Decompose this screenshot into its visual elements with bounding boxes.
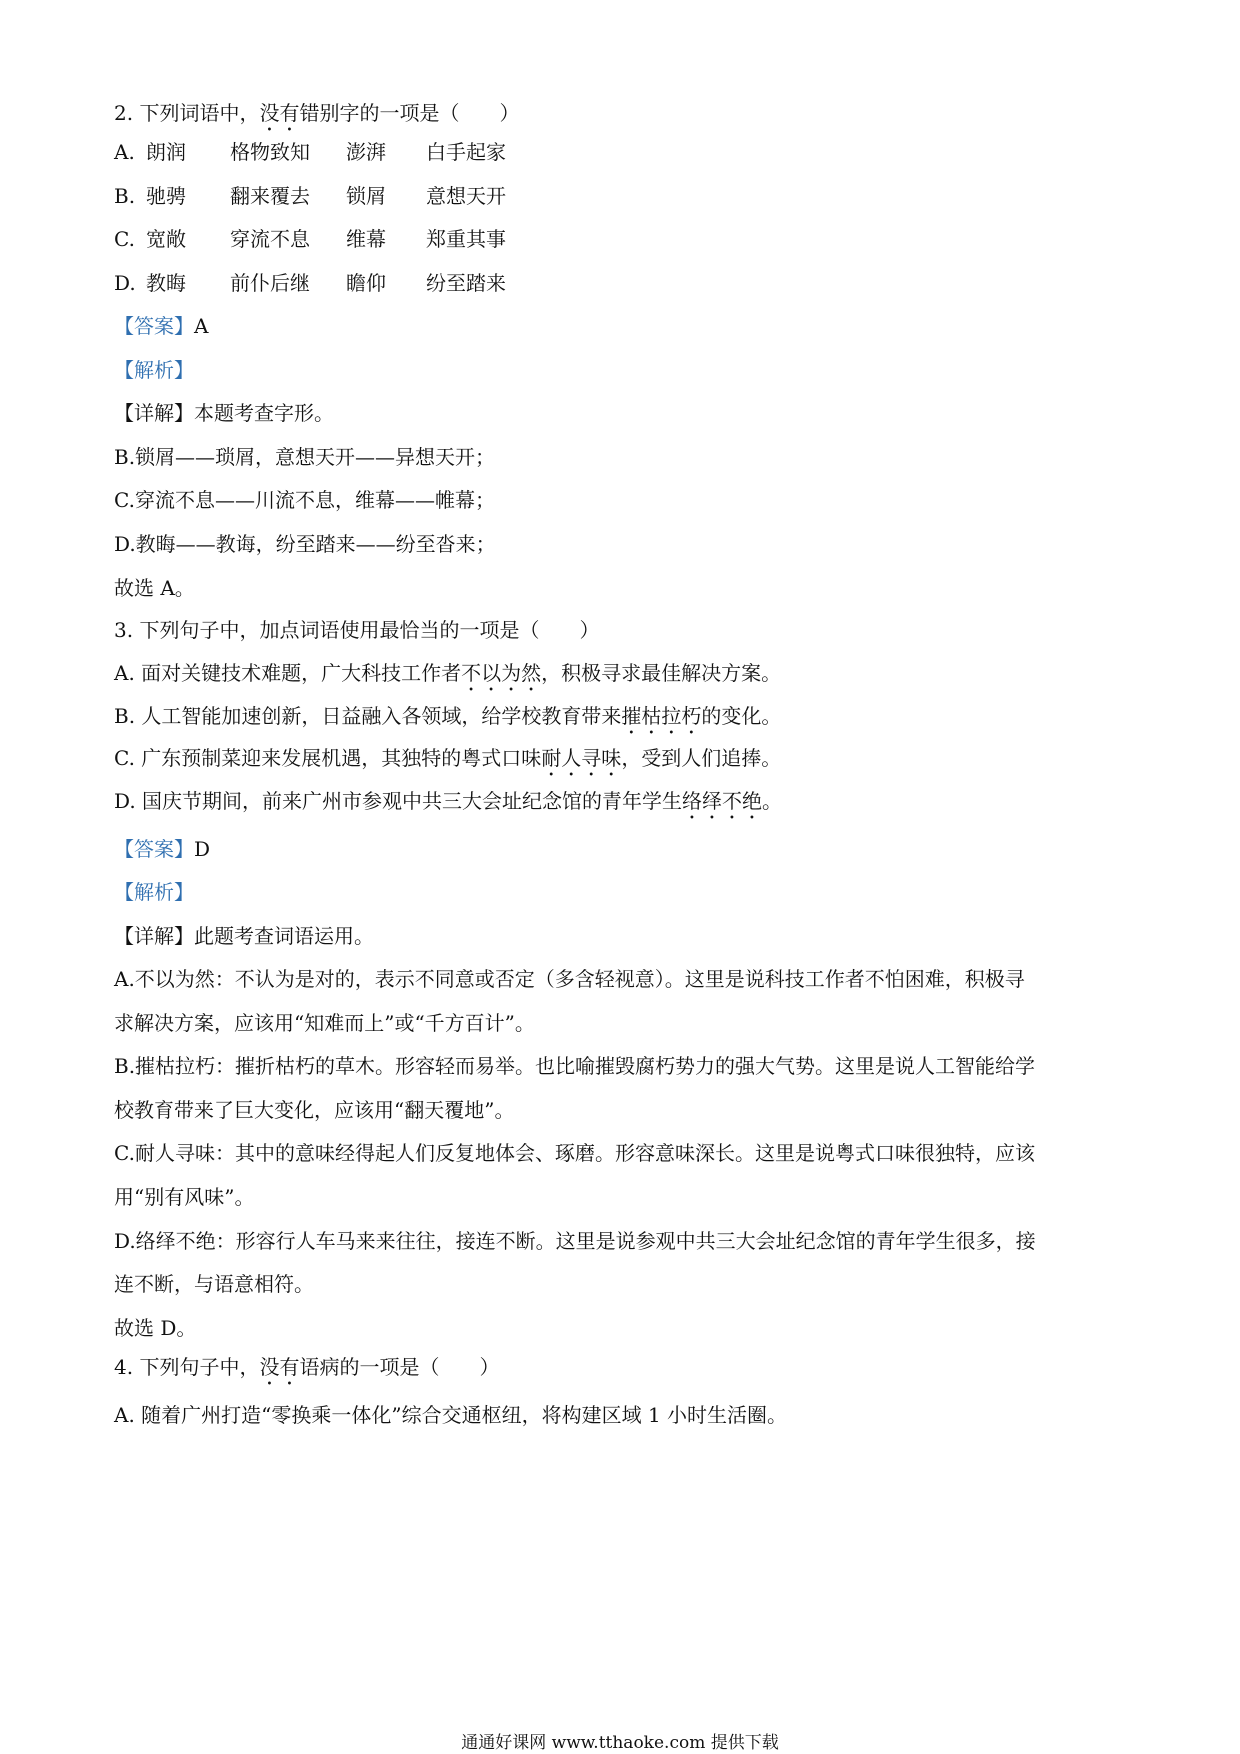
q2-explanation-line: B.锁屑——琐屑，意想天开——异想天开； (114, 445, 496, 469)
option-word: 朗润 (146, 140, 186, 164)
option-word: 锁屑 (346, 184, 386, 208)
option-word: 教晦 (146, 271, 186, 295)
option-label: D. (114, 271, 136, 295)
q4-stem (114, 1355, 499, 1390)
q3-option-c (114, 746, 781, 781)
q3-explanation-line: B.摧枯拉朽：摧折枯朽的草木。形容轻而易举。也比喻摧毁腐朽势力的强大气势。这里是说人工智能给学 (114, 1054, 1036, 1078)
q3-answer (114, 839, 210, 859)
dotted-phrase: 不以为然 (461, 661, 542, 685)
q2-stem-post: 错别字的一项是（ ） (299, 101, 520, 125)
option-text: ，积极寻求最佳解决方案。 (541, 661, 782, 685)
option-text: ，受到人们追捧。 (621, 746, 782, 770)
page-footer: 通通好课网 www.tthaoke.com 提供下载 (461, 1733, 779, 1753)
option-word: 维幕 (346, 227, 386, 251)
option-text: 。 (762, 789, 783, 813)
option-word: 驰骋 (146, 184, 186, 208)
q3-explanation-line: 连不断，与语意相符。 (114, 1272, 314, 1296)
option-text: 的变化。 (701, 704, 782, 728)
answer-tag: 【答案】 (114, 314, 194, 338)
q2-analysis-tag: 【解析】 (114, 358, 194, 382)
option-word: 格物致知 (230, 140, 310, 164)
q3-detail: 【详解】此题考查词语运用。 (114, 924, 374, 948)
q3-conclusion: 故选 D。 (114, 1316, 197, 1340)
q3-analysis-tag: 【解析】 (114, 880, 194, 904)
q4-stem-dotted: 没有 (259, 1355, 300, 1379)
q2-explanation-line: D.教晦——教诲，纷至踏来——纷至沓来； (114, 532, 496, 556)
q4-option-a: A. 随着广州打造“零换乘一体化”综合交通枢纽，将构建区域 1 小时生活圈。 (114, 1403, 788, 1427)
q3-explanation-line: C.耐人寻味：其中的意味经得起人们反复地体会、琢磨。形容意味深长。这里是说粤式口味很独特，应该 (114, 1141, 1035, 1165)
option-label: A. (114, 140, 135, 164)
q3-explanation-line: A.不以为然：不认为是对的，表示不同意或否定（多含轻视意）。这里是说科技工作者不怕困难，积极寻 (114, 967, 1025, 991)
answer-value: D (194, 837, 211, 861)
dotted-phrase: 络绎不绝 (682, 789, 763, 813)
q4-stem-post: 语病的一项是（ ） (299, 1355, 500, 1379)
q2-detail: 【详解】本题考查字形。 (114, 401, 334, 425)
q2-stem-dotted: 没有 (259, 101, 300, 125)
option-word: 翻来覆去 (230, 184, 310, 208)
q3-stem: 3. 下列句子中，加点词语使用最恰当的一项是（ ） (114, 618, 600, 642)
q3-explanation-line: 校教育带来了巨大变化，应该用“翻天覆地”。 (114, 1098, 515, 1122)
option-label: C. (114, 227, 135, 251)
q3-explanation-line: 用“别有风味”。 (114, 1185, 255, 1209)
q3-option-d (114, 789, 782, 824)
q2-explanation-line: C.穿流不息——川流不息，维幕——帷幕； (114, 488, 495, 512)
option-word: 纷至踏来 (426, 271, 506, 295)
q2-answer (114, 316, 208, 336)
option-word: 意想天开 (426, 184, 506, 208)
q3-option-a (114, 661, 781, 696)
answer-tag: 【答案】 (114, 837, 194, 861)
q3-explanation-line: D.络绎不绝：形容行人车马来来往往，接连不断。这里是说参观中共三大会址纪念馆的青年学生很多，接 (114, 1229, 1036, 1253)
q2-conclusion: 故选 A。 (114, 576, 195, 600)
answer-value: A (194, 314, 209, 338)
option-text: B. 人工智能加速创新，日益融入各领域，给学校教育带来 (114, 704, 622, 728)
option-label: B. (114, 184, 136, 208)
option-word: 白手起家 (426, 140, 506, 164)
option-word: 郑重其事 (426, 227, 506, 251)
dotted-phrase: 耐人寻味 (541, 746, 622, 770)
option-text: C. 广东预制菜迎来发展机遇，其独特的粤式口味 (114, 746, 542, 770)
option-word: 澎湃 (346, 140, 386, 164)
option-word: 穿流不息 (230, 227, 310, 251)
option-text: A. 面对关键技术难题，广大科技工作者 (114, 661, 462, 685)
option-text: D. 国庆节期间，前来广州市参观中共三大会址纪念馆的青年学生 (114, 789, 683, 813)
q3-explanation-line: 求解决方案，应该用“知难而上”或“千方百计”。 (114, 1011, 535, 1035)
option-word: 宽敞 (146, 227, 186, 251)
option-word: 瞻仰 (346, 271, 386, 295)
q4-stem-pre: 4. 下列句子中， (114, 1355, 260, 1379)
q3-option-b (114, 704, 781, 739)
option-word: 前仆后继 (230, 271, 310, 295)
q2-stem (114, 101, 519, 136)
dotted-phrase: 摧枯拉朽 (621, 704, 702, 728)
q2-stem-pre: 2. 下列词语中， (114, 101, 260, 125)
